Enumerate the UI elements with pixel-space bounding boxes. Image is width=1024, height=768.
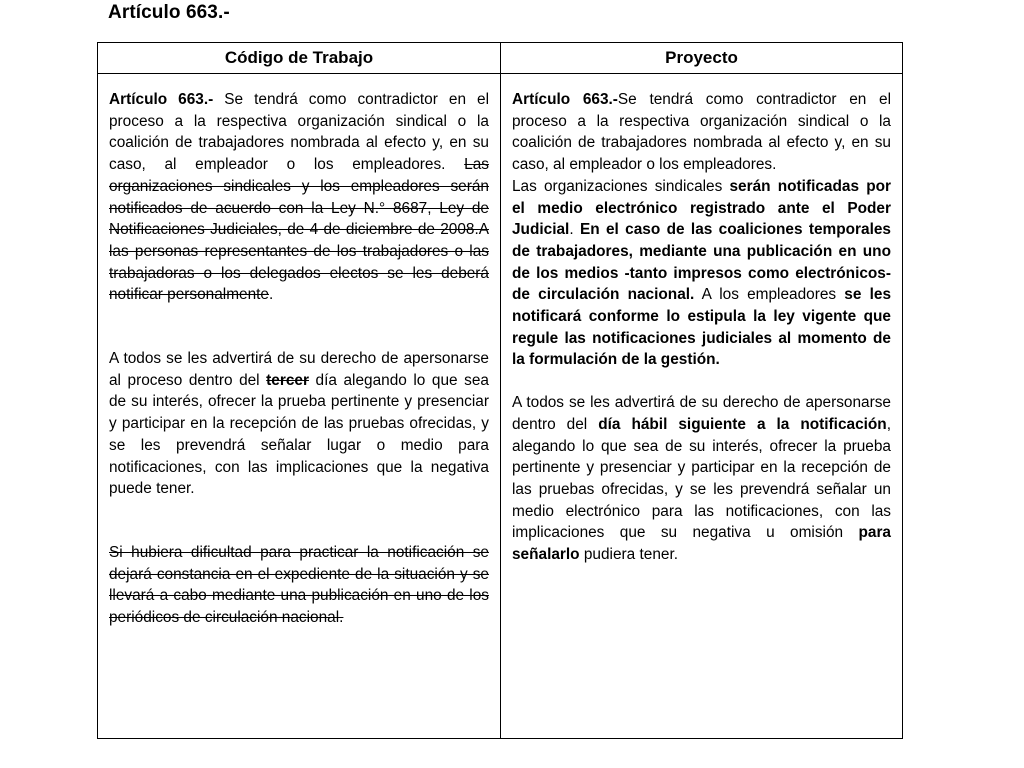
left-paragraph-1: [109, 89, 489, 306]
right-p1b-a: Las organizaciones sindicales: [512, 177, 730, 195]
right-p1-text: Se tendrá como contradictor en el proceso a la respectiva organización sindical o la coalición de trabajadores nombrada al efecto y, en su caso, al empleador o los empleadores.: [512, 91, 891, 174]
article-lead: Artículo 663.-: [109, 91, 214, 108]
left-p3-struck: Si hubiera dificultad para practicar la notificación se dejará constancia en el expediente de la situación y se llevará a cabo mediante una publicación en uno de los periódicos de circulación nacional.: [109, 543, 489, 627]
right-cell: [501, 74, 903, 739]
table-header-row: [98, 43, 903, 74]
column-header-codigo: Código de Trabajo: [98, 43, 501, 74]
right-p1b-b2: En el caso de las coaliciones temporales de trabajadores, mediante una publicación en uno de los medios -tanto impresos como electrónicos- de circulación nacional.: [512, 221, 891, 304]
article-lead: Artículo 663.-: [512, 91, 618, 108]
table-row: [98, 74, 903, 739]
page-heading: Artículo 663.-: [108, 2, 230, 23]
left-cell: [98, 74, 501, 739]
left-p2-struck: tercer: [266, 371, 309, 389]
right-p2-b2: para señalarlo: [512, 524, 891, 564]
left-paragraph-2: [109, 348, 489, 500]
left-p1-end: .: [268, 286, 274, 304]
right-p2-d: pudiera tener.: [579, 546, 678, 564]
right-p1b-b1: serán notificadas por el medio electrónico registrado ante el Poder Judicial: [512, 177, 891, 239]
left-p1-text: Se tendrá como contradictor en el proceso a la respectiva organización sindical o la coalición de trabajadores nombrada al efecto y, en su caso, al empleador o los empleadores.: [109, 91, 489, 174]
right-p1b-c: .: [569, 221, 580, 239]
right-paragraph-1b: [512, 176, 891, 371]
right-p1b-b3: se les notificará conforme lo estipula la ley vigente que regule las notificaciones judiciales al momento de la formulación de la gestión.: [512, 286, 892, 369]
right-p2-c: , alegando lo que sea de su interés, ofrecer la prueba pertinente y presenciar y participar en la recepción de las pruebas ofrecidas, y se les prevendrá señalar un medio electrónico para las notificaciones, con las implicaciones que su negativa u omisión: [512, 415, 891, 542]
right-paragraph-1: [512, 89, 891, 176]
right-p2-b1: día hábil siguiente a la notificación: [598, 415, 887, 433]
column-header-proyecto: Proyecto: [501, 43, 903, 74]
left-p2-b: día alegando lo que sea de su interés, ofrecer la prueba pertinente y presenciar y participar en la recepción de las pruebas ofrecidas, y se les prevendrá señalar lugar o medio para notificaciones, con las implicaciones que la negativa puede tener.: [109, 371, 489, 498]
right-p2-a: A todos se les advertirá de su derecho de apersonarse dentro del: [512, 394, 891, 433]
right-paragraph-2: [512, 392, 891, 566]
left-p1-struck: Las organizaciones sindicales y los empleadores serán notificados de acuerdo con la Ley N.° 8687, Ley de Notificaciones Judiciales, de 4 de diciembre de 2008.A las personas representantes de los trabajadores o las trabajadoras o los delegados electos se les deberá notificar personalmente: [109, 156, 489, 304]
left-paragraph-3: [109, 542, 489, 629]
left-p2-a: A todos se les advertirá de su derecho de apersonarse al proceso dentro del: [109, 350, 489, 389]
comparison-table: [97, 42, 903, 739]
right-p1b-d: A los empleadores: [694, 286, 845, 304]
